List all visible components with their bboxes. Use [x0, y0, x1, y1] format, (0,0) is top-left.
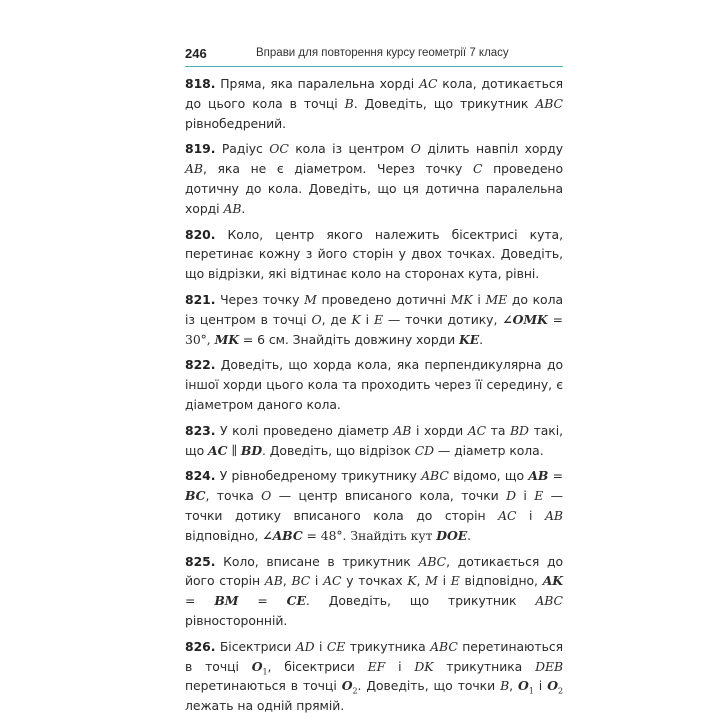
math: ∠ABC: [262, 527, 303, 543]
exercise-number: 826.: [185, 638, 216, 654]
math: CE: [286, 593, 306, 609]
math: ABC: [421, 468, 449, 484]
subscript: 2: [352, 686, 358, 696]
exercise-826: [185, 637, 563, 716]
text: відповідно,: [459, 573, 543, 589]
text: — точки дотику вписаного кола до сторін: [185, 488, 563, 523]
text: =: [238, 593, 287, 609]
text: . Доведіть, що відрізок: [262, 442, 415, 458]
exercise-number: 819.: [185, 141, 216, 157]
math: C: [472, 161, 483, 177]
math: OC: [269, 141, 289, 157]
math: AC: [467, 422, 487, 438]
text: відомо, що: [448, 468, 529, 484]
math: ME: [485, 291, 508, 307]
math: O: [261, 488, 272, 504]
text: , яка не є діаметром. Через точку: [202, 161, 473, 177]
math: AB: [393, 422, 412, 438]
text: і: [314, 638, 327, 654]
text: = 48°. Знайдіть кут: [302, 527, 437, 543]
math: O: [410, 141, 421, 157]
text: , дотикається до його сторін: [185, 553, 564, 589]
text: у точках: [341, 573, 408, 589]
exercise-819: [185, 139, 563, 218]
math: ABC: [430, 638, 458, 654]
text: ділить навпіл хорду: [420, 141, 564, 157]
running-title: Вправи для повторення курсу геометрії 7 класу: [256, 47, 509, 59]
text: і: [385, 658, 415, 674]
text: . Доведіть, що трикутник: [353, 95, 536, 111]
text: Коло, центр якого належить бісектрисі кута, перетинає кожну з його сторін у двох точках. Доведіть, що відрізки, які відтинає коло на сторонах кута, рівні.: [185, 226, 563, 282]
text: і: [310, 573, 324, 589]
math: AB: [264, 573, 283, 589]
math: B: [500, 678, 510, 694]
math: BC: [185, 488, 206, 504]
math: AB: [185, 161, 203, 177]
text: і: [437, 573, 451, 589]
text: трикутника: [345, 638, 431, 654]
text: такі, що: [185, 422, 563, 458]
exercise-822: [185, 355, 563, 414]
math: O: [518, 678, 529, 694]
math: E: [450, 573, 460, 589]
text: Пряма, яка паралельна хорді: [220, 76, 420, 91]
text: і: [533, 678, 548, 694]
text: і: [472, 291, 486, 307]
text: перетинаються в точці: [185, 678, 342, 694]
math: AC: [419, 76, 438, 91]
math: CE: [326, 638, 346, 654]
subscript: 2: [557, 686, 563, 696]
exercise-number: 822.: [185, 357, 216, 373]
text: — діаметр кола.: [434, 442, 544, 458]
math: AB: [223, 200, 242, 216]
text: . Доведіть, що точки: [357, 678, 501, 694]
text: — центр вписаного кола, точки: [271, 488, 507, 504]
text: У рівнобедреному трикутнику: [219, 468, 422, 484]
text: проведено дотичні: [316, 291, 451, 307]
text: .: [479, 331, 484, 347]
math: AC: [498, 507, 517, 523]
subscript: 1: [262, 666, 268, 676]
math: M: [425, 573, 438, 589]
math: MK: [214, 331, 239, 347]
math: MK: [450, 291, 473, 307]
math: K: [351, 311, 361, 327]
exercise-825: [185, 552, 563, 631]
text: і: [516, 507, 546, 523]
exercise-821: [185, 290, 563, 349]
text: = 30°,: [185, 311, 564, 347]
text: =: [548, 468, 563, 484]
math: EF: [367, 658, 386, 674]
math: ∠OMK: [502, 311, 548, 327]
text: проведено дотичну до кола. Доведіть, що ця дотична паралельна хорді: [185, 161, 563, 216]
math: AC: [323, 573, 342, 589]
exercise-list: [185, 74, 563, 722]
text: рівносторонній.: [185, 612, 288, 628]
exercise-number: 823.: [185, 422, 216, 438]
text: і хорди: [411, 422, 468, 438]
text: ,: [282, 573, 292, 589]
math: DOE: [436, 527, 468, 543]
text: та: [486, 422, 510, 438]
text: ∥: [227, 442, 241, 458]
math: BD: [510, 422, 529, 438]
exercise-820: [185, 225, 563, 284]
exercise-number: 824.: [185, 468, 216, 484]
text: до кола із центром в точці: [185, 291, 564, 327]
text: ,: [416, 573, 426, 589]
math: D: [506, 488, 516, 504]
page-number: 246: [185, 46, 207, 61]
math: O: [251, 658, 263, 674]
text: ,: [509, 678, 519, 694]
exercise-number: 821.: [185, 291, 216, 307]
math: AC: [208, 442, 228, 458]
exercise-824: [185, 466, 563, 545]
math: BD: [240, 442, 263, 458]
text: , бісектриси: [267, 658, 368, 674]
text: перетинаються в точці: [185, 638, 564, 674]
math: BM: [214, 593, 239, 609]
text: — точки дотику,: [382, 311, 503, 327]
math: DEB: [535, 658, 563, 674]
text: Через точку: [220, 291, 305, 307]
math: BC: [291, 573, 311, 589]
math: O: [311, 311, 322, 327]
text: . Доведіть, що трикутник: [305, 593, 536, 609]
text: Бісектриси: [219, 638, 296, 654]
text: , де: [321, 311, 352, 327]
math: E: [534, 488, 544, 504]
text: кола із центром: [288, 141, 411, 157]
text: Доведіть, що хорда кола, яка перпендикулярна до іншої хорди цього кола та проходить через її середину, є діаметром даного кола.: [185, 357, 564, 412]
text: лежать на одній прямій.: [185, 698, 345, 714]
text: .: [467, 527, 472, 543]
text: =: [185, 593, 215, 609]
exercise-number: 818.: [185, 76, 216, 91]
exercise-818: [185, 74, 563, 133]
text: Радіус: [221, 141, 270, 157]
math: E: [373, 311, 383, 327]
text: кола, дотикається до цього кола в точці: [185, 76, 563, 111]
text: трикутника: [433, 658, 536, 674]
page-header: [185, 44, 563, 67]
math: KE: [459, 331, 480, 347]
math: AK: [542, 573, 564, 589]
math: AD: [295, 638, 315, 654]
math: K: [407, 573, 417, 589]
math: DK: [414, 658, 434, 674]
text: відповідно,: [185, 527, 263, 543]
exercise-number: 825.: [185, 553, 216, 569]
subscript: 1: [528, 686, 534, 696]
text: Коло, вписане в трикутник: [223, 553, 419, 569]
math: O: [341, 678, 353, 694]
math: CD: [414, 442, 435, 458]
text: рівнобедрений.: [185, 115, 287, 131]
text: .: [241, 200, 246, 216]
math: M: [304, 291, 317, 307]
exercise-number: 820.: [185, 226, 216, 242]
math: ABC: [418, 553, 447, 569]
math: B: [344, 95, 354, 111]
math: ABC: [535, 593, 563, 609]
math: AB: [545, 507, 563, 523]
text: і: [515, 488, 535, 504]
text: = 6 см. Знайдіть довжину хорди: [238, 331, 460, 347]
text: У колі проведено діаметр: [220, 422, 394, 438]
text: , точка: [205, 488, 262, 504]
math: O: [547, 678, 558, 694]
math: ABC: [535, 95, 563, 111]
exercise-823: [185, 421, 563, 461]
text: і: [360, 311, 374, 327]
math: AB: [528, 468, 549, 484]
